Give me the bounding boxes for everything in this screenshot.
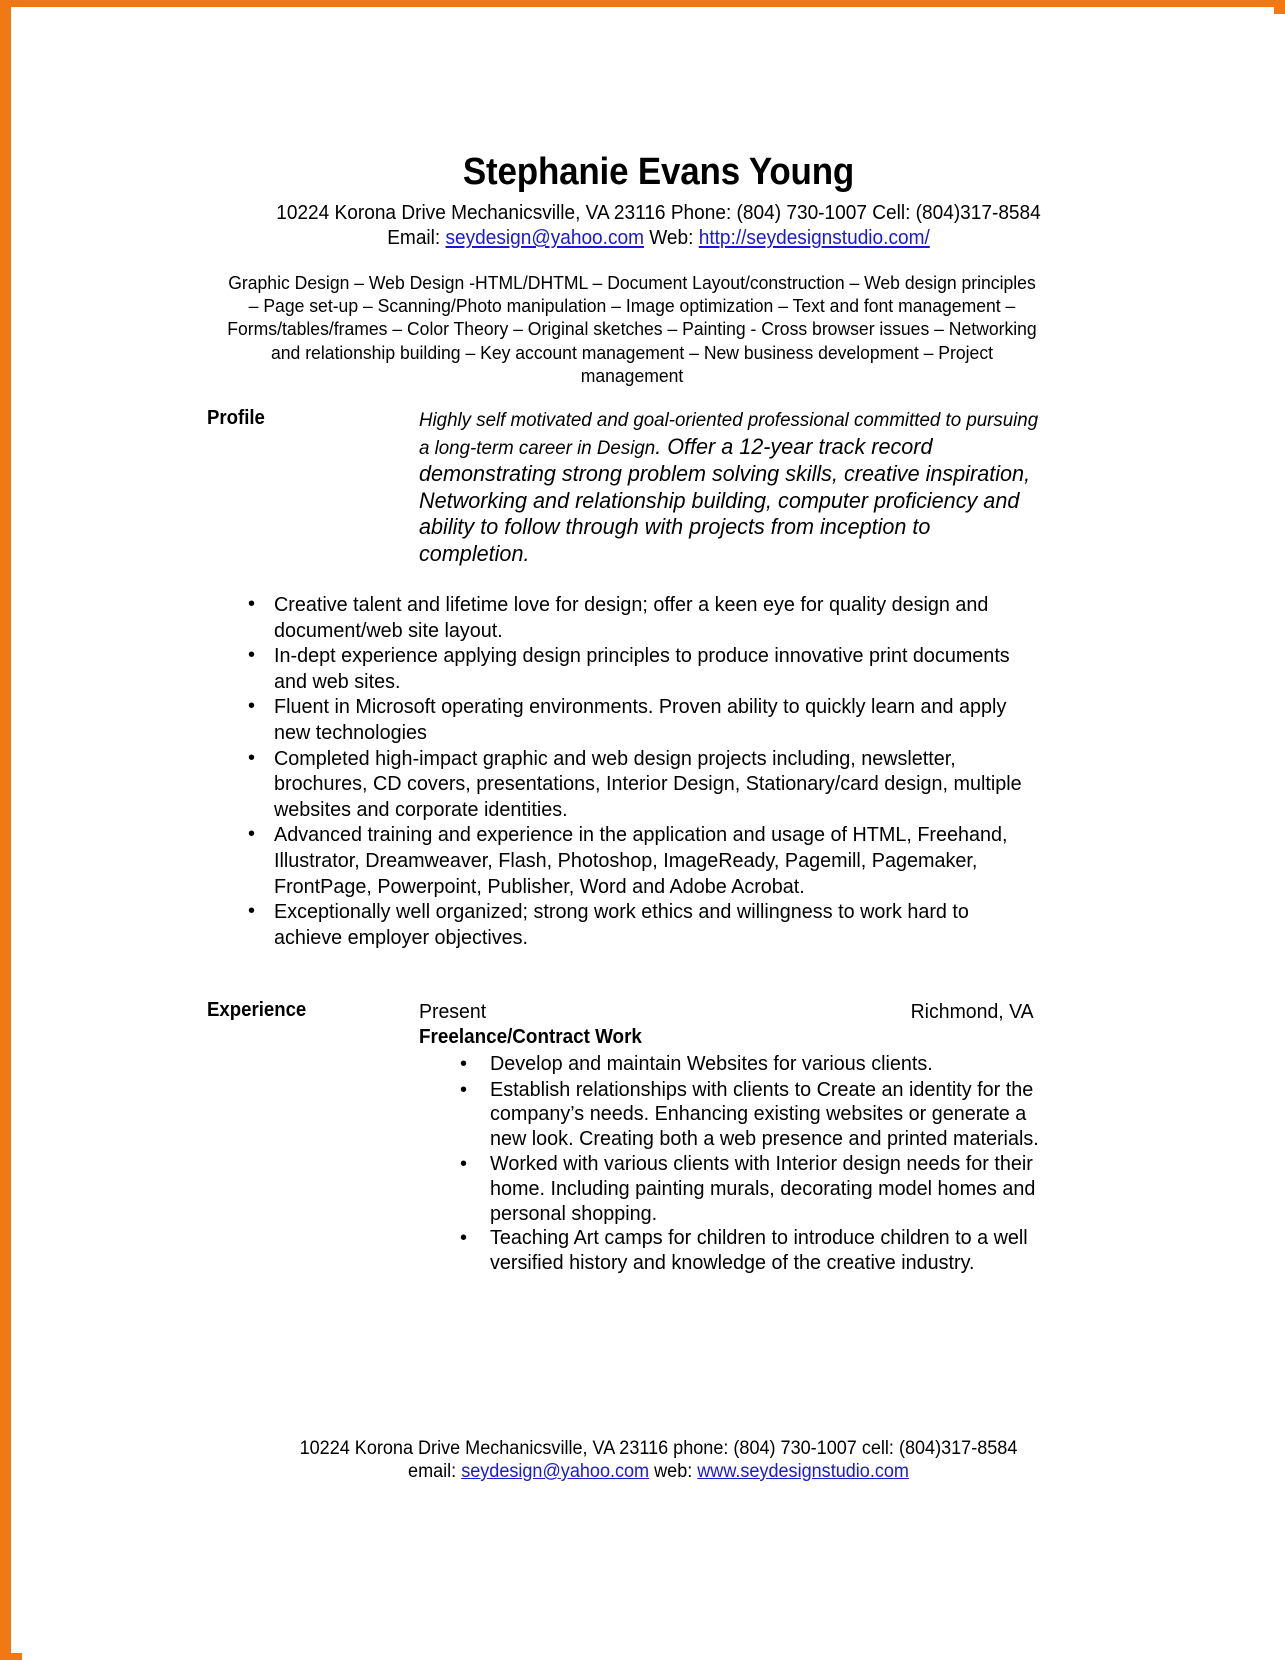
bullet-dot-icon: •	[460, 1053, 468, 1075]
bullet-dot-icon: •	[248, 695, 256, 718]
qualification-item	[240, 592, 1065, 643]
bullet-dot-icon: •	[248, 746, 256, 769]
footer-web-label: web:	[654, 1461, 693, 1482]
experience-location: Richmond, VA	[910, 1000, 1034, 1023]
qualifications-list	[240, 592, 1065, 950]
header-web-link[interactable]: http://seydesignstudio.com/	[698, 226, 930, 249]
qualification-item	[240, 822, 1065, 899]
skills-keyword-block: Graphic Design – Web Design -HTML/DHTML – Document Layout/construction – Web design principles – Page set-up – Scanning/Photo manipulation – Image optimization – Text and font management – Forms/tables/frames – Color Theory – Original sketches – Painting - Cross browser issues – Networking and relationship building – Key account management – New business development – Project management	[227, 272, 1037, 386]
page-title: Stephanie Evans Young	[462, 151, 855, 193]
bullet-dot-icon: •	[248, 644, 256, 667]
profile-lead-text: Highly self motivated and goal-oriented professional committed to pursuing a long-term career in Design	[419, 409, 1039, 459]
bullet-dot-icon: •	[248, 823, 256, 846]
footer-contact-line: 10224 Korona Drive Mechanicsville, VA 23116 phone: (804) 730-1007 cell: (804)317-8584	[299, 1438, 1018, 1459]
profile-paragraph	[419, 406, 1038, 568]
qualification-item	[240, 746, 1065, 823]
qualification-item	[240, 643, 1065, 694]
experience-bullet-item-text: Develop and maintain Websites for various clients.	[490, 1052, 933, 1075]
qualification-item-text: Advanced training and experience in the application and usage of HTML, Freehand, Illustrator, Dreamweaver, Flash, Photoshop, ImageReady, Pagemill, Pagemaker, FrontPage, Powerpoint, Publisher, Word and Adobe Acrobat.	[274, 823, 1008, 898]
bullet-dot-icon: •	[460, 1152, 468, 1175]
experience-bullet-item-text: Teaching Art camps for children to introduce children to a well versified history and knowledge of the creative industry.	[490, 1226, 1028, 1275]
qualification-item-text: Fluent in Microsoft operating environments. Proven ability to quickly learn and apply new technologies	[274, 695, 1007, 744]
header-contact-line: 10224 Korona Drive Mechanicsville, VA 23116 Phone: (804) 730-1007 Cell: (804)317-8584	[276, 201, 1041, 224]
experience-bullet-item	[452, 1226, 1064, 1276]
footer-email-web-line	[59, 1460, 1259, 1484]
experience-bullet-item	[452, 1152, 1064, 1226]
experience-job-title: Freelance/Contract Work	[419, 1025, 642, 1048]
qualification-item-text: Creative talent and lifetime love for design; offer a keen eye for quality design and document/web site layout.	[274, 593, 989, 642]
resume-page	[22, 14, 1285, 1660]
experience-bullet-list	[452, 1052, 1064, 1276]
header-email-web-line	[71, 225, 1246, 251]
bullet-dot-icon: •	[460, 1078, 468, 1101]
footer-web-link[interactable]: www.seydesignstudio.com	[697, 1461, 909, 1482]
bullet-dot-icon: •	[460, 1227, 468, 1250]
qualification-item-text: Completed high-impact graphic and web design projects including, newsletter, brochures, CD covers, presentations, Interior Design, Stationary/card design, multiple websites and corporate identities.	[274, 746, 1022, 821]
bullet-dot-icon: •	[248, 900, 256, 923]
experience-bullet-item	[452, 1052, 1064, 1078]
qualification-item-text: Exceptionally well organized; strong work ethics and willingness to work hard to achieve employer objectives.	[274, 900, 969, 949]
section-label-profile: Profile	[207, 407, 265, 429]
header-web-label: Web:	[649, 226, 694, 249]
experience-header-row	[419, 999, 1034, 1025]
experience-bullet-item-text: Worked with various clients with Interior design needs for their home. Including painting murals, decorating model homes and personal shopping.	[490, 1151, 1036, 1225]
qualification-item	[240, 899, 1065, 950]
header-email-label: Email:	[387, 226, 441, 249]
section-label-experience: Experience	[207, 999, 307, 1021]
profile-body-text: . Offer a 12-year track record demonstrating strong problem solving skills, creative inspiration, Networking and relationship building, computer proficiency and ability to follow through with projects from inception to completion.	[419, 433, 1031, 566]
header-email-link[interactable]: seydesign@yahoo.com	[445, 226, 644, 249]
footer-email-label: email:	[408, 1461, 457, 1482]
experience-date: Present	[419, 1000, 487, 1023]
footer-email-link[interactable]: seydesign@yahoo.com	[461, 1461, 650, 1482]
bullet-dot-icon: •	[248, 593, 256, 615]
qualification-item-text: In-dept experience applying design principles to produce innovative print documents and web sites.	[274, 644, 1010, 693]
experience-bullet-item-text: Establish relationships with clients to Create an identity for the company’s needs. Enhancing existing websites or generate a new look. Creating both a web presence and printed materials.	[490, 1077, 1039, 1151]
qualification-item	[240, 694, 1065, 745]
experience-bullet-item	[452, 1078, 1064, 1152]
